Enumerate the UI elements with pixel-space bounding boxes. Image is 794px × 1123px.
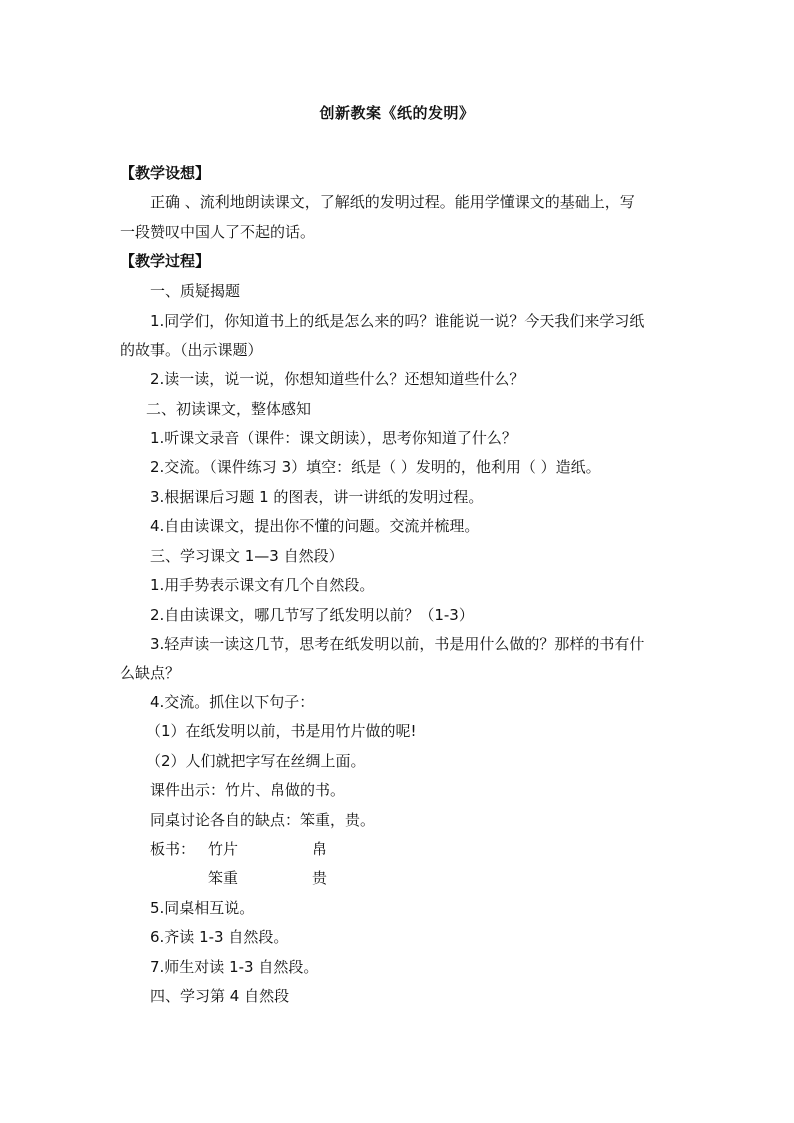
paragraph-line: 1.听课文录音（课件：课文朗读），思考你知道了什么？ bbox=[150, 429, 517, 447]
step-heading: 四、学习第 4 自然段 bbox=[150, 987, 290, 1005]
section-heading-process: 【教学过程】 bbox=[120, 252, 211, 270]
board-item: 竹片 bbox=[208, 840, 239, 858]
paragraph-line: （1）在纸发明以前，书是用竹片做的呢! bbox=[146, 722, 417, 740]
paragraph-line: 正确 、流利地朗读课文，了解纸的发明过程。能用学懂课文的基础上，写 bbox=[150, 193, 635, 211]
paragraph-line: 么缺点？ bbox=[120, 664, 181, 682]
paragraph-line: 3.轻声读一读这几节，思考在纸发明以前，书是用什么做的？那样的书有什 bbox=[150, 635, 645, 653]
paragraph-line: 4.自由读课文，提出你不懂的问题。交流并梳理。 bbox=[150, 517, 480, 535]
document-title: 创新教案《纸的发明》 bbox=[319, 104, 475, 122]
section-heading-idea: 【教学设想】 bbox=[120, 164, 211, 182]
paragraph-line: 课件出示：竹片、帛做的书。 bbox=[150, 781, 346, 799]
paragraph-line: 3.根据课后习题 1 的图表，讲一讲纸的发明过程。 bbox=[150, 488, 484, 506]
paragraph-line: 1.用手势表示课文有几个自然段。 bbox=[150, 576, 375, 594]
paragraph-line: 2.自由读课文，哪几节写了纸发明以前？（1-3） bbox=[150, 606, 474, 624]
paragraph-line: 2.读一读，说一说，你想知道些什么？还想知道些什么？ bbox=[150, 370, 525, 388]
board-label: 板书： bbox=[150, 840, 196, 858]
board-item: 笨重 bbox=[208, 869, 239, 887]
board-item: 贵 bbox=[312, 869, 328, 887]
paragraph-line: 2.交流。（课件练习 3）填空：纸是（ ）发明的，他利用（ ）造纸。 bbox=[150, 458, 601, 476]
paragraph-line: 4.交流。抓住以下句子： bbox=[150, 693, 315, 711]
paragraph-line: （2）人们就把字写在丝绸上面。 bbox=[146, 752, 366, 770]
step-heading: 一、质疑揭题 bbox=[150, 282, 241, 300]
paragraph-line: 1.同学们，你知道书上的纸是怎么来的吗？谁能说一说？今天我们来学习纸 bbox=[150, 312, 645, 330]
board-item: 帛 bbox=[312, 840, 328, 858]
paragraph-line: 5.同桌相互说。 bbox=[150, 899, 255, 917]
step-heading: 三、学习课文 1—3 自然段） bbox=[150, 547, 344, 565]
paragraph-line: 同桌讨论各自的缺点：笨重，贵。 bbox=[150, 811, 376, 829]
paragraph-line: 7.师生对读 1-3 自然段。 bbox=[150, 958, 319, 976]
step-heading: 二、初读课文，整体感知 bbox=[146, 400, 312, 418]
paragraph-line: 6.齐读 1-3 自然段。 bbox=[150, 928, 289, 946]
paragraph-line: 的故事。（出示课题） bbox=[120, 341, 263, 359]
paragraph-line: 一段赞叹中国人了不起的话。 bbox=[120, 223, 316, 241]
